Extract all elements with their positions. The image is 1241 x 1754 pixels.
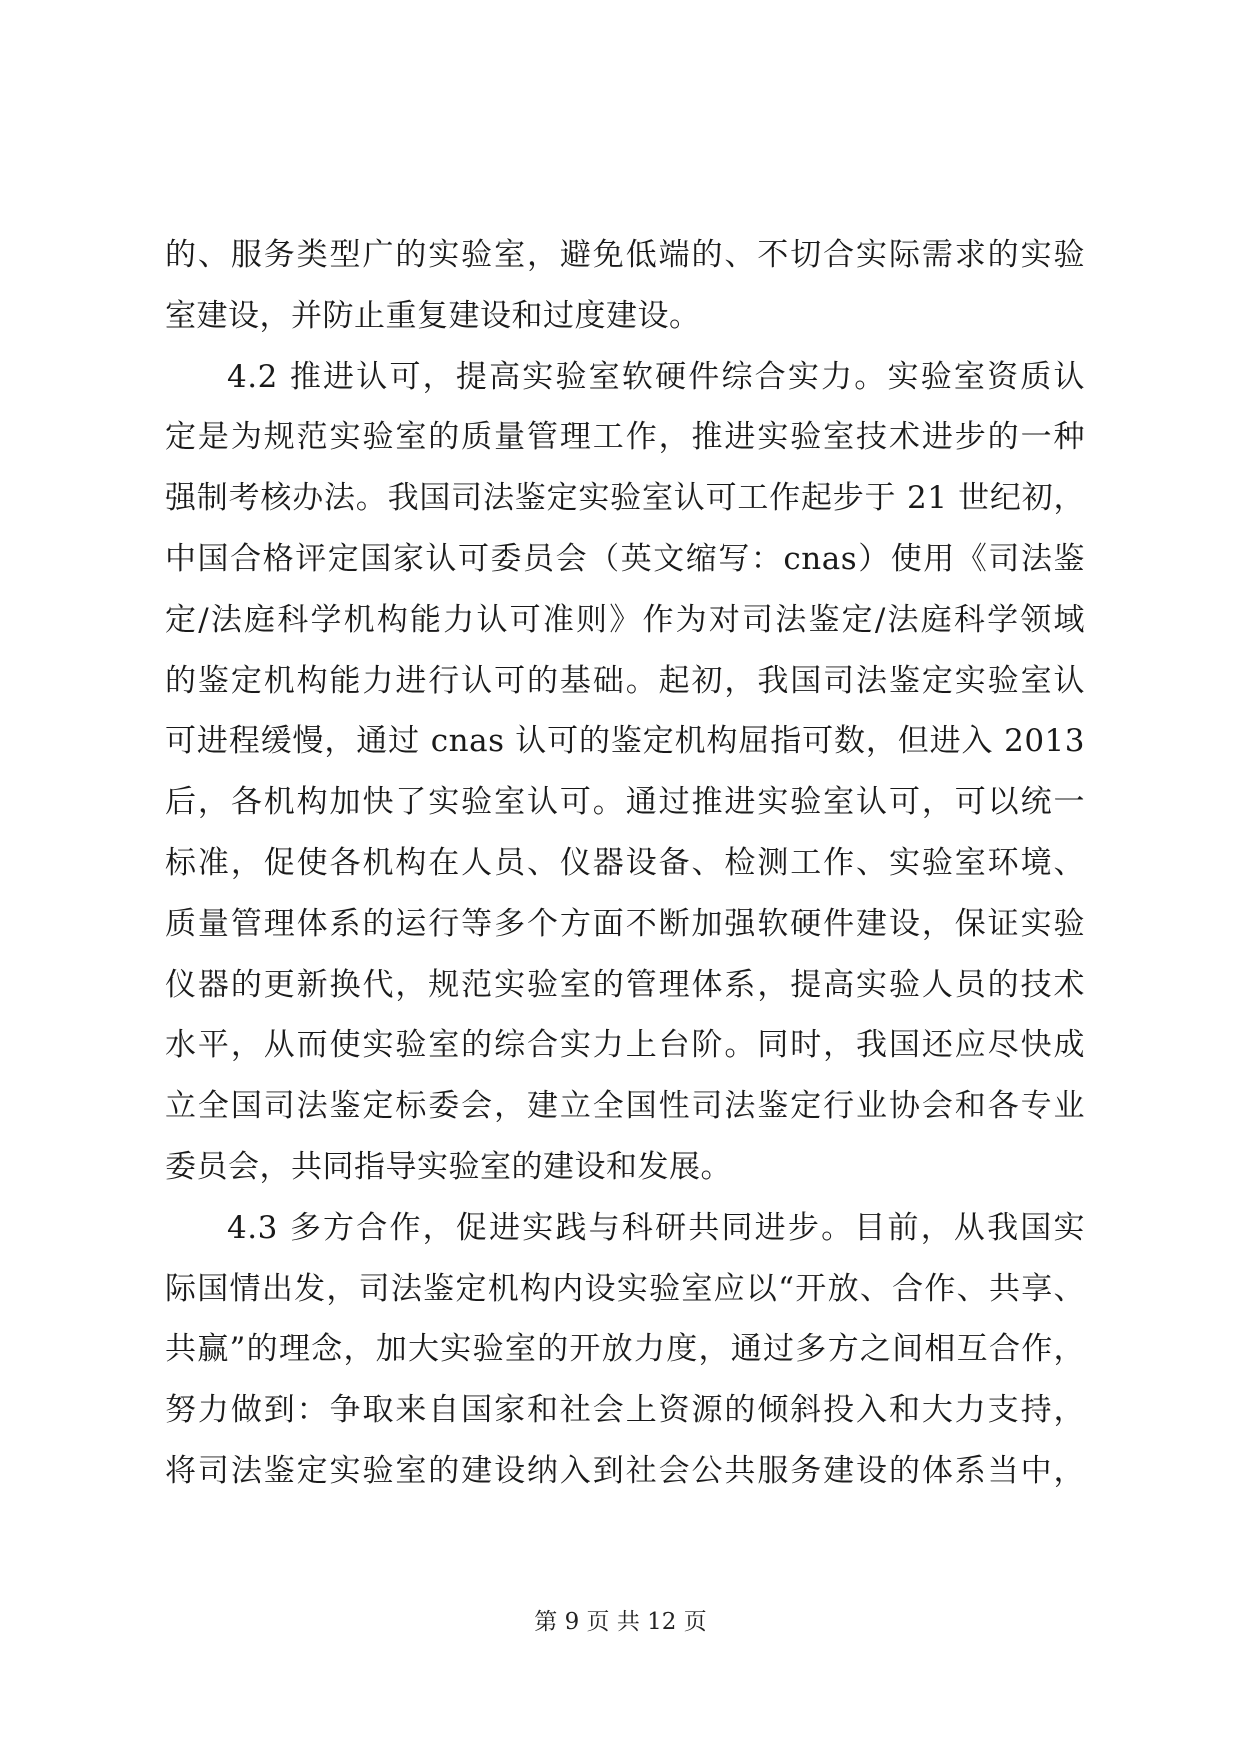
text-line: 仪器的更新换代，规范实验室的管理体系，提高实验人员的技术: [165, 966, 1085, 1003]
text-line: 的、服务类型广的实验室，避免低端的、不切合实际需求的实验: [165, 237, 1085, 273]
text-line: 中国合格评定国家认可委员会（英文缩写：cnas）使用《司法鉴: [165, 540, 1085, 577]
text-line: 立全国司法鉴定标委会，建立全国性司法鉴定行业协会和各专业: [165, 1088, 1085, 1125]
text-line: 后，各机构加快了实验室认可。通过推进实验室认可，可以统一: [165, 784, 1085, 821]
text-line: 定/法庭科学机构能力认可准则》作为对司法鉴定/法庭科学领域: [165, 601, 1085, 638]
text-line: 努力做到：争取来自国家和社会上资源的倾斜投入和大力支持，: [165, 1392, 1085, 1429]
section-4-3-heading-line: 4.3 多方合作，促进实践与科研共同进步。目前，从我国实: [227, 1209, 1085, 1246]
text-line: 的鉴定机构能力进行认可的基础。起初，我国司法鉴定实验室认: [165, 662, 1085, 699]
text-line: 将司法鉴定实验室的建设纳入到社会公共服务建设的体系当中，: [165, 1452, 1085, 1489]
text-line: 质量管理体系的运行等多个方面不断加强软硬件建设，保证实验: [165, 905, 1085, 942]
text-line: 际国情出发，司法鉴定机构内设实验室应以“开放、合作、共享、: [165, 1270, 1085, 1307]
text-line: 水平，从而使实验室的综合实力上台阶。同时，我国还应尽快成: [165, 1027, 1085, 1064]
section-4-2-heading-line: 4.2 推进认可，提高实验室软硬件综合实力。实验室资质认: [227, 358, 1085, 395]
page-footer: [0, 1607, 1241, 1637]
text-line: 可进程缓慢，通过 cnas 认可的鉴定机构屈指可数，但进入 2013: [165, 723, 1085, 760]
text-line: 室建设，并防止重复建设和过度建设。: [165, 297, 701, 334]
text-line: 委员会，共同指导实验室的建设和发展。: [165, 1148, 732, 1185]
page-number: 第 9 页 共 12 页: [534, 1609, 707, 1635]
text-line: 定是为规范实验室的质量管理工作，推进实验室技术进步的一种: [165, 419, 1085, 456]
text-line: 共赢”的理念，加大实验室的开放力度，通过多方之间相互合作，: [165, 1331, 1085, 1368]
text-line: 强制考核办法。我国司法鉴定实验室认可工作起步于 21 世纪初，: [165, 480, 1085, 517]
body-text: [165, 225, 1085, 1502]
text-line: 标准，促使各机构在人员、仪器设备、检测工作、实验室环境、: [165, 844, 1085, 881]
